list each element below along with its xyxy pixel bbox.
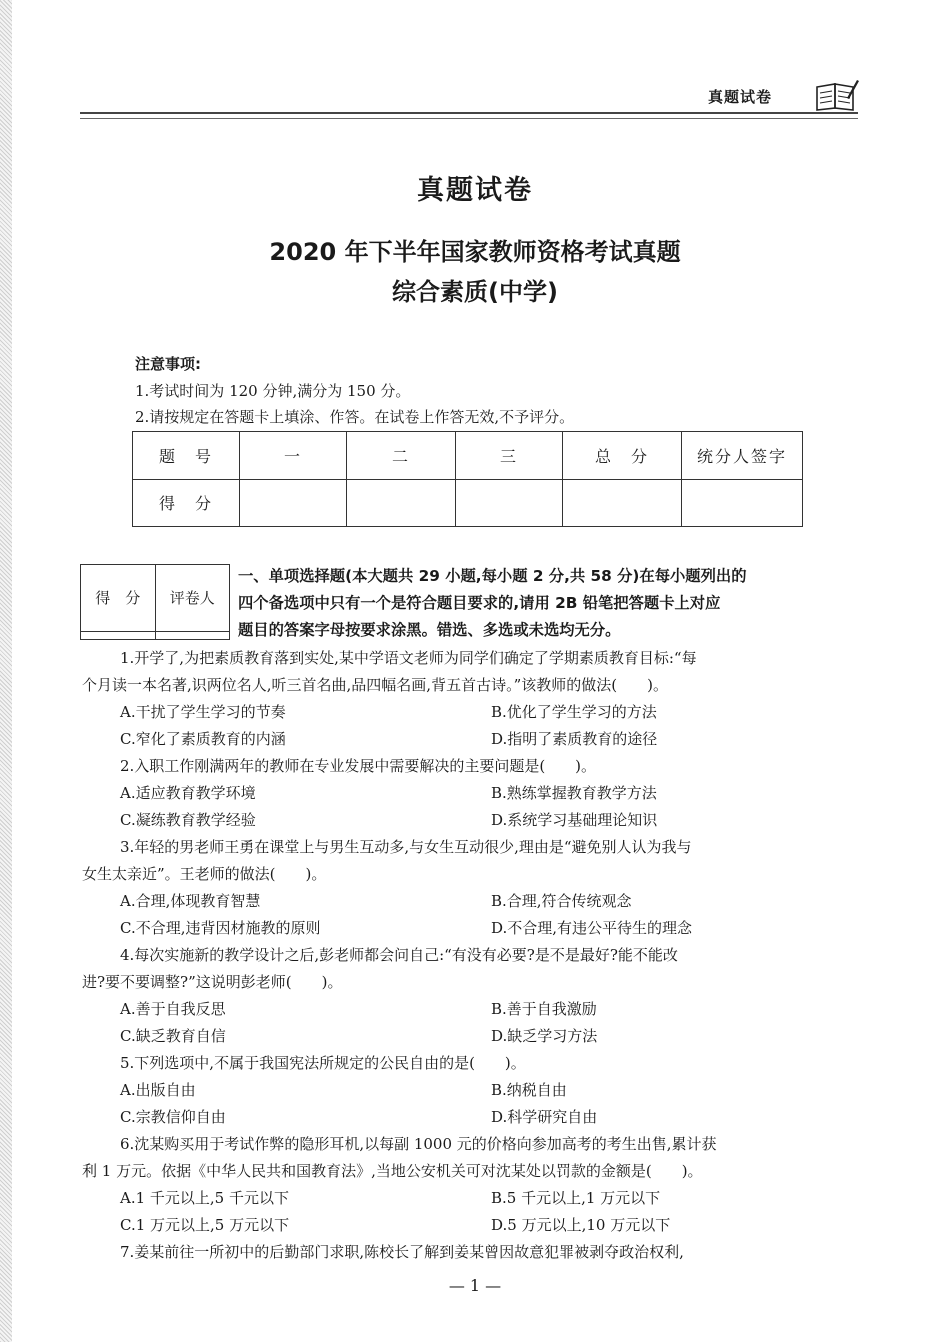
section-instructions-line: 题目的答案字母按要求涂黑。错选、多选或未选均无分。 xyxy=(238,621,621,639)
option-b[interactable]: B.熟练掌握教育教学方法 xyxy=(491,784,657,802)
grader-table xyxy=(80,564,230,640)
notice-heading: 注意事项: xyxy=(135,355,201,373)
exam-subject: 综合素质(中学) xyxy=(392,278,558,306)
score-table-header: 二 xyxy=(347,432,456,480)
question-stem: 5.下列选项中,不属于我国宪法所规定的公民自由的是( )。 xyxy=(120,1054,526,1072)
option-d[interactable]: D.5 万元以上,10 万元以下 xyxy=(491,1216,671,1234)
option-b[interactable]: B.善于自我激励 xyxy=(491,1000,597,1018)
option-a[interactable]: A.适应教育教学环境 xyxy=(120,784,256,802)
question-stem: 2.入职工作刚满两年的教师在专业发展中需要解决的主要问题是( )。 xyxy=(120,757,597,775)
question-stem: 个月读一本名著,识两位名人,听三首名曲,品四幅名画,背五首古诗。”该教师的做法( )。 xyxy=(82,676,668,694)
grader-sign-cell[interactable] xyxy=(155,631,230,639)
option-d[interactable]: D.系统学习基础理论知识 xyxy=(491,811,658,829)
score-table-header: 一 xyxy=(240,432,347,480)
score-cell[interactable] xyxy=(563,479,682,527)
option-b[interactable]: B.优化了学生学习的方法 xyxy=(491,703,657,721)
option-c[interactable]: C.1 万元以上,5 万元以下 xyxy=(120,1216,290,1234)
option-c[interactable]: C.凝练教育教学经验 xyxy=(120,811,256,829)
option-b[interactable]: B.纳税自由 xyxy=(491,1081,567,1099)
score-table-header: 统分人签字 xyxy=(682,432,803,480)
score-cell[interactable] xyxy=(456,479,563,527)
question-stem: 利 1 万元。依据《中华人民共和国教育法》,当地公安机关可对沈某处以罚款的金额是( )。 xyxy=(82,1162,703,1180)
question-stem: 3.年轻的男老师王勇在课堂上与男生互动多,与女生互动很少,理由是“避免别人认为我与 xyxy=(120,838,692,856)
option-d[interactable]: D.指明了素质教育的途径 xyxy=(491,730,658,748)
score-row-label: 得 分 xyxy=(133,479,240,527)
score-table-score-row xyxy=(133,479,803,527)
exam-subtitle: 2020 年下半年国家教师资格考试真题 xyxy=(269,238,681,266)
grader-label: 评卷人 xyxy=(155,565,230,632)
notice-item: 1.考试时间为 120 分钟,满分为 150 分。 xyxy=(135,382,411,400)
question-stem: 7.姜某前往一所初中的后勤部门求职,陈校长了解到姜某曾因故意犯罪被剥夺政治权利, xyxy=(120,1243,684,1261)
signature-cell[interactable] xyxy=(682,479,803,527)
score-cell[interactable] xyxy=(347,479,456,527)
header-rule xyxy=(80,112,858,119)
page-title: 真题试卷 xyxy=(417,175,533,206)
option-d[interactable]: D.缺乏学习方法 xyxy=(491,1027,598,1045)
option-c[interactable]: C.缺乏教育自信 xyxy=(120,1027,226,1045)
question-stem: 4.每次实施新的教学设计之后,彭老师都会问自己:“有没有必要?是不是最好?能不能改 xyxy=(120,946,678,964)
grader-score-cell[interactable] xyxy=(81,631,156,639)
option-c[interactable]: C.宗教信仰自由 xyxy=(120,1108,226,1126)
option-d[interactable]: D.科学研究自由 xyxy=(491,1108,598,1126)
grader-score-label: 得 分 xyxy=(81,565,156,632)
section-instructions-line: 四个备选项中只有一个是符合题目要求的,请用 2B 铅笔把答题卡上对应 xyxy=(238,594,721,612)
option-b[interactable]: B.5 千元以上,1 万元以下 xyxy=(491,1189,661,1207)
score-table-header: 题 号 xyxy=(133,432,240,480)
question-stem: 6.沈某购买用于考试作弊的隐形耳机,以每副 1000 元的价格向参加高考的考生出售,累计获 xyxy=(120,1135,717,1153)
score-table-header-row xyxy=(133,432,803,480)
option-b[interactable]: B.合理,符合传统观念 xyxy=(491,892,632,910)
option-d[interactable]: D.不合理,有违公平待生的理念 xyxy=(491,919,693,937)
score-table-header: 总 分 xyxy=(563,432,682,480)
question-stem: 1.开学了,为把素质教育落到实处,某中学语文老师为同学们确定了学期素质教育目标:“每 xyxy=(120,649,697,667)
option-a[interactable]: A.合理,体现教育智慧 xyxy=(120,892,261,910)
header-tag: 真题试卷 xyxy=(708,88,773,106)
option-a[interactable]: A.出版自由 xyxy=(120,1081,196,1099)
option-a[interactable]: A.善于自我反思 xyxy=(120,1000,226,1018)
score-table-header: 三 xyxy=(456,432,563,480)
score-cell[interactable] xyxy=(240,479,347,527)
question-stem: 女生太亲近”。王老师的做法( )。 xyxy=(82,865,327,883)
section-instructions-line: 一、单项选择题(本大题共 29 小题,每小题 2 分,共 58 分)在每小题列出的 xyxy=(238,567,747,585)
book-icon xyxy=(814,78,860,112)
option-c[interactable]: C.不合理,违背因材施教的原则 xyxy=(120,919,321,937)
notice-item: 2.请按规定在答题卡上填涂、作答。在试卷上作答无效,不予评分。 xyxy=(135,408,575,426)
page-number: — 1 — xyxy=(448,1276,502,1295)
option-a[interactable]: A.1 千元以上,5 千元以下 xyxy=(120,1189,289,1207)
option-a[interactable]: A.干扰了学生学习的节奏 xyxy=(120,703,286,721)
score-table xyxy=(132,431,803,527)
question-stem: 进?要不要调整?”这说明彭老师( )。 xyxy=(82,973,343,991)
section-instructions xyxy=(238,563,850,644)
option-c[interactable]: C.窄化了素质教育的内涵 xyxy=(120,730,286,748)
